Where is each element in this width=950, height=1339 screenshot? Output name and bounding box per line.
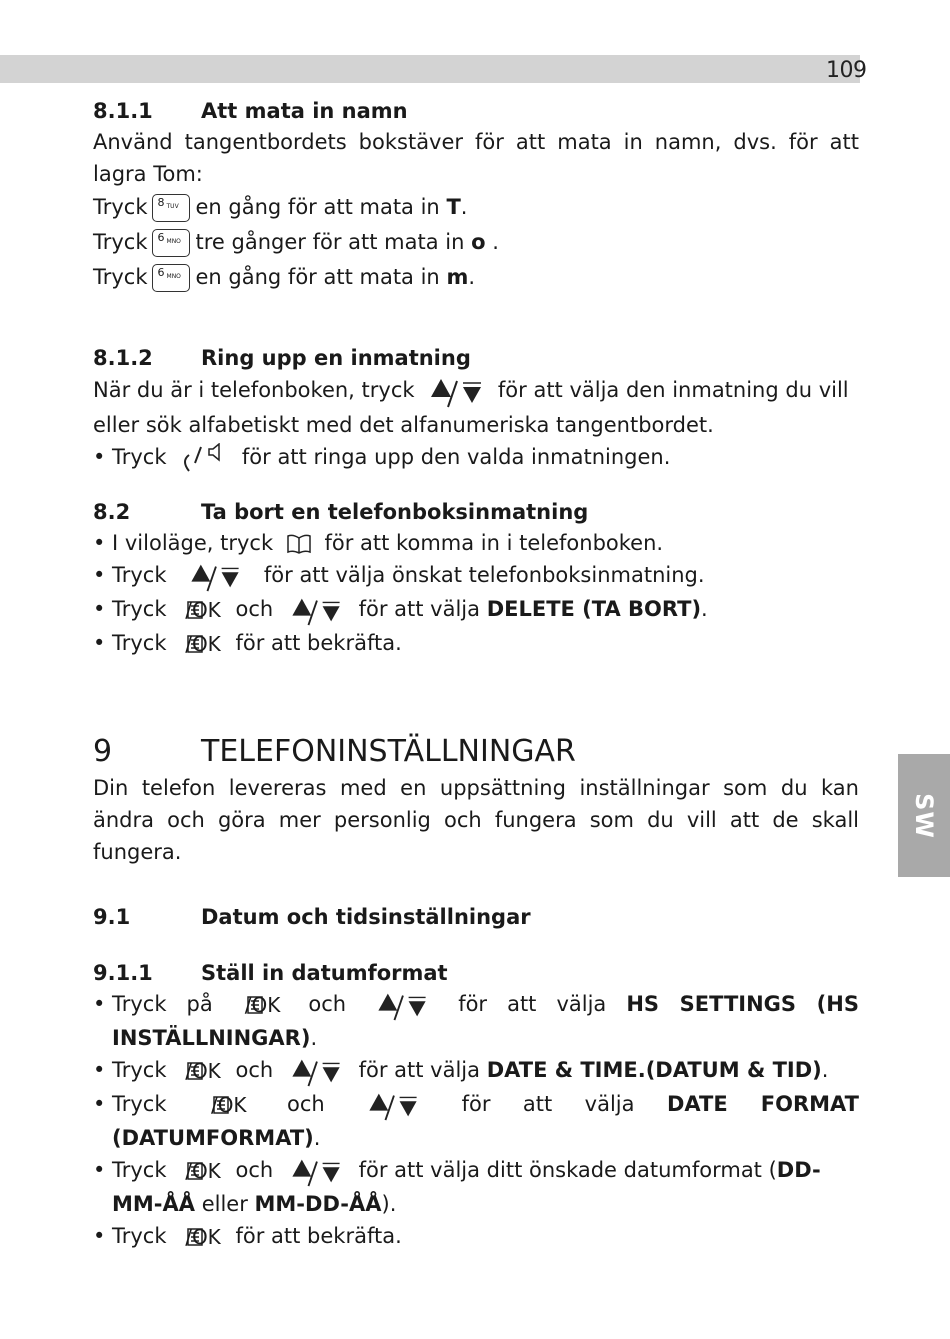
section-heading	[93, 96, 859, 126]
ok-label: /OK	[185, 1159, 221, 1183]
menu-ok-icon	[187, 1155, 221, 1187]
line-text: Tryck	[93, 195, 148, 219]
bullet-text: för att ringa upp den valda inmatningen.	[241, 445, 671, 469]
ok-label: /OK	[185, 1225, 221, 1249]
punct: ).	[381, 1192, 397, 1216]
bullet-text: och	[287, 1092, 325, 1116]
bullet-text: Tryck	[112, 1224, 167, 1248]
bullet-text: Tryck	[112, 563, 167, 587]
paragraph: Använd tangentbordets bokstäver för att mata in namn, dvs. för att lagra Tom:	[93, 130, 859, 186]
menu-ok-icon	[187, 1221, 221, 1253]
section-title: Ring upp en inmatning	[201, 346, 471, 370]
language-tab-label: SW	[910, 792, 938, 839]
page-number: 109	[826, 58, 867, 83]
up-down-arrow-icon	[286, 593, 346, 627]
bullet-text: och	[235, 597, 274, 621]
menu-ok-icon	[210, 1089, 247, 1121]
bullet-text: Tryck på	[112, 992, 213, 1016]
bold-text: T	[446, 195, 461, 219]
ok-label: /OK	[244, 993, 281, 1017]
bullet-item: • Tryck /OK och för att välja DELETE (TA BORT).	[93, 593, 859, 627]
key-digit: 8	[157, 195, 165, 209]
section-title: Datum och tidsinställningar	[201, 905, 531, 929]
key-digit: 6	[157, 265, 165, 279]
bullet-item: • Tryck /OK för att bekräfta.	[93, 627, 859, 660]
bullet-text: Tryck	[112, 1092, 167, 1116]
bold-text: m	[446, 265, 469, 289]
bold-text: o	[471, 230, 486, 254]
bullet-text: för att välja	[461, 1092, 635, 1116]
section-number: 8.2	[93, 500, 131, 524]
bullet-item: • Tryck på /OK och för att välja HS SETTINGS (HS INSTÄLLNINGAR).	[93, 988, 859, 1054]
punct: .	[485, 230, 499, 254]
ok-label: /OK	[210, 1093, 247, 1117]
ok-label: /OK	[185, 632, 221, 656]
paragraph-text: När du är i telefonboken, tryck	[93, 378, 415, 402]
bold-text: HS SETTINGS (HS INSTÄLLNINGAR)	[112, 992, 859, 1050]
instruction-line	[93, 260, 859, 295]
section-number: 8.1.1	[93, 99, 153, 123]
bullet-text: och	[235, 1158, 274, 1182]
punct: .	[460, 195, 468, 219]
bullet-item: • I viloläge, tryck för att komma in i telefonboken.	[93, 531, 664, 555]
phonebook-icon	[286, 533, 312, 555]
section-heading	[93, 343, 859, 373]
bullet-text: för att välja	[458, 992, 607, 1016]
header-bar	[0, 55, 860, 83]
bold-text: DELETE (TA BORT)	[486, 597, 702, 621]
chapter-heading	[93, 732, 859, 772]
section-heading	[93, 958, 859, 988]
section-heading	[93, 902, 859, 932]
bold-text: DD-MM-ÅÅ	[112, 1158, 821, 1216]
paragraph-text: för att välja den inmatning du vill eller sök alfabetiskt med det alfanumeriska tangentbordet.	[93, 378, 849, 437]
bullet-text: för att bekräfta.	[235, 631, 402, 655]
bullet-text: och	[235, 1058, 274, 1082]
language-tab	[898, 754, 950, 877]
punct: .	[313, 1126, 321, 1150]
line-text: Tryck	[93, 265, 148, 289]
bullet-item: • Tryck /OK och för att välja DATE & TIME.(DATUM & TID).	[93, 1054, 859, 1088]
bullet-item: • Tryck /OK för att bekräfta.	[93, 1220, 859, 1253]
bullet-text: Tryck	[112, 1058, 167, 1082]
ok-label: /OK	[185, 598, 221, 622]
bold-text: MM-DD-ÅÅ	[254, 1192, 382, 1216]
bullet-text: för att bekräfta.	[235, 1224, 402, 1248]
bullet-text: Tryck	[112, 445, 167, 469]
chapter-title: TELEFONINSTÄLLNINGAR	[201, 734, 576, 769]
punct: .	[468, 265, 476, 289]
section-number: 8.1.2	[93, 346, 153, 370]
section-title: Ta bort en telefonboksinmatning	[201, 500, 589, 524]
bullet-text: för att välja ditt önskade datumformat (	[358, 1158, 777, 1182]
punct: .	[310, 1026, 318, 1050]
bullet-text: för att välja önskat telefonboksinmatning.	[263, 563, 705, 587]
section-title: Att mata in namn	[201, 99, 408, 123]
bullet-text: eller	[195, 1192, 255, 1216]
bullet-text: I viloläge, tryck	[112, 531, 274, 555]
line-text: tre gånger för att mata in	[195, 230, 465, 254]
bold-text: DATE & TIME.(DATUM & TID)	[486, 1058, 822, 1082]
paragraph	[93, 373, 859, 441]
bullet-item: • Tryck för att ringa upp den valda inmatningen.	[93, 441, 859, 473]
bullet-item: • Tryck /OK och för att välja ditt önskade datumformat (DD-MM-ÅÅ eller MM-DD-ÅÅ).	[93, 1154, 859, 1220]
section-number: 9.1.1	[93, 961, 153, 985]
up-down-arrow-icon	[372, 988, 432, 1022]
bullet-text: för att komma in i telefonboken.	[324, 531, 664, 555]
key-8-icon	[152, 194, 190, 222]
punct: .	[701, 597, 708, 621]
bullet-text: Tryck	[112, 597, 167, 621]
line-text: en gång för att mata in	[195, 265, 440, 289]
call-speaker-icon	[179, 443, 229, 473]
section-heading	[93, 497, 859, 527]
key-digit: 6	[157, 230, 165, 244]
section-number: 9.1	[93, 905, 131, 929]
up-down-arrow-icon	[427, 373, 485, 409]
up-down-arrow-icon	[286, 1154, 346, 1188]
bullet-text: Tryck	[112, 631, 167, 655]
bullet-text: Tryck	[112, 1158, 167, 1182]
menu-ok-icon	[187, 628, 221, 660]
instruction-line	[93, 225, 859, 260]
bullet-item: • Tryck /OK och för att välja DATE FORMAT (DATUMFORMAT).	[93, 1088, 859, 1154]
up-down-arrow-icon	[363, 1088, 423, 1122]
up-down-arrow-icon	[179, 559, 251, 593]
bullet-item: • Tryck för att välja önskat telefonboksinmatning.	[93, 559, 859, 593]
page-content	[93, 96, 859, 1253]
key-6-icon	[152, 229, 190, 257]
key-letters: MNO	[166, 237, 181, 245]
menu-ok-icon	[187, 1055, 221, 1087]
up-down-arrow-icon	[286, 1054, 346, 1088]
key-letters: TUV	[166, 202, 179, 210]
chapter-number: 9	[93, 734, 113, 769]
key-letters: MNO	[166, 272, 181, 280]
paragraph: Din telefon levereras med en uppsättning inställningar som du kan ändra och göra mer personlig och fungera som du vill att de skall fungera.	[93, 776, 859, 864]
bold-text: DATE FORMAT (DATUMFORMAT)	[112, 1092, 859, 1150]
line-text: en gång för att mata in	[195, 195, 440, 219]
section-title: Ställ in datumformat	[201, 961, 448, 985]
menu-ok-icon	[187, 594, 221, 626]
key-6-icon	[152, 264, 190, 292]
bullet-text: för att välja	[358, 1058, 480, 1082]
bullet-text: och	[308, 992, 347, 1016]
menu-ok-icon	[244, 989, 281, 1021]
punct: .	[821, 1058, 829, 1082]
line-text: Tryck	[93, 230, 148, 254]
ok-label: /OK	[185, 1059, 221, 1083]
bullet-text: för att välja	[358, 597, 480, 621]
instruction-line	[93, 190, 859, 225]
